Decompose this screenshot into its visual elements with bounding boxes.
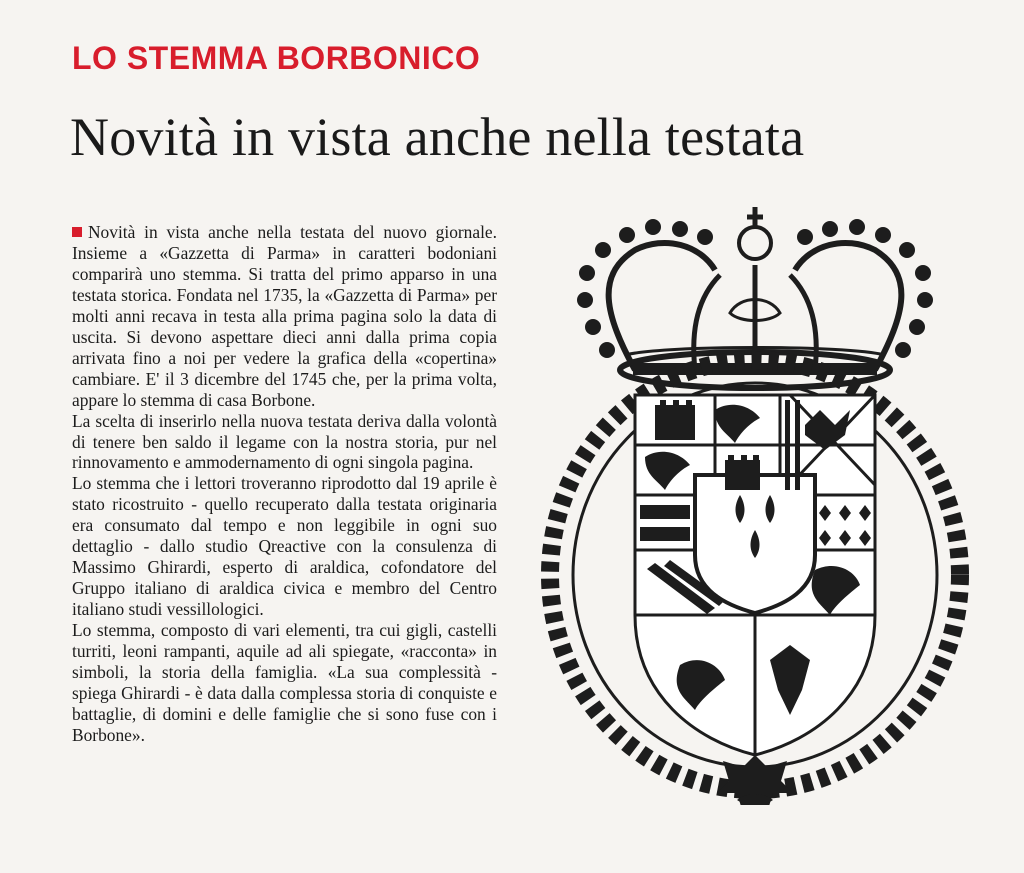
- article-paragraph-1: [72, 222, 497, 411]
- article-paragraph-4: [72, 620, 497, 746]
- section-kicker: LO STEMMA BORBONICO: [72, 40, 481, 76]
- article-paragraph-3: [72, 473, 497, 620]
- article-paragraph-2: [72, 411, 497, 474]
- paragraph-text: Lo stemma, composto di vari elementi, tra cui gigli, castelli turriti, leoni rampanti, aquile ad ali spiegate, «racconta» in simboli, la storia della famiglia. «La sua complessità - spiega Ghirardi - è data dalla complessa storia di conquiste e battaglie, di domini e delle famiglie che si sono fuse con i Borbone».: [72, 620, 497, 745]
- bourbon-coat-of-arms-icon: [515, 195, 995, 805]
- red-bullet-icon: [72, 227, 82, 237]
- paragraph-text: Novità in vista anche nella testata del nuovo giornale. Insieme a «Gazzetta di Parma» in caratteri bodoniani comparirà uno stemma. Si tratta del primo apparso in una testata storica. Fondata nel 1735, la «Gazzetta di Parma» per molti anni recava in testa alla prima pagina solo la data di uscita. Si devono aspettare dieci anni dalla prima copia arrivata fino a noi per vedere la grafica della «copertina» cambiare. E' il 3 dicembre del 1745 che, per la prima volta, appare lo stemma di casa Borbone.: [72, 222, 497, 410]
- article-headline: Novità in vista anche nella testata: [70, 107, 805, 167]
- paragraph-text: La scelta di inserirlo nella nuova testata deriva dalla volontà di tenere ben saldo il legame con la nostra storia, pur nel rinnovamento e ammodernamento di ogni singola pagina.: [72, 410, 497, 473]
- paragraph-text: Lo stemma che i lettori troveranno riprodotto dal 19 aprile è stato ricostruito - quello recuperato dalla testata originaria era consumato dal tempo e non leggibile in ogni suo dettaglio - dallo studio Qreactive con la consulenza di Massimo Ghirardi, esperto di araldica, cofondatore del Gruppo italiano di araldica civica e membro del Centro italiano studi vessillologici.: [72, 473, 497, 620]
- article-body: [72, 222, 497, 746]
